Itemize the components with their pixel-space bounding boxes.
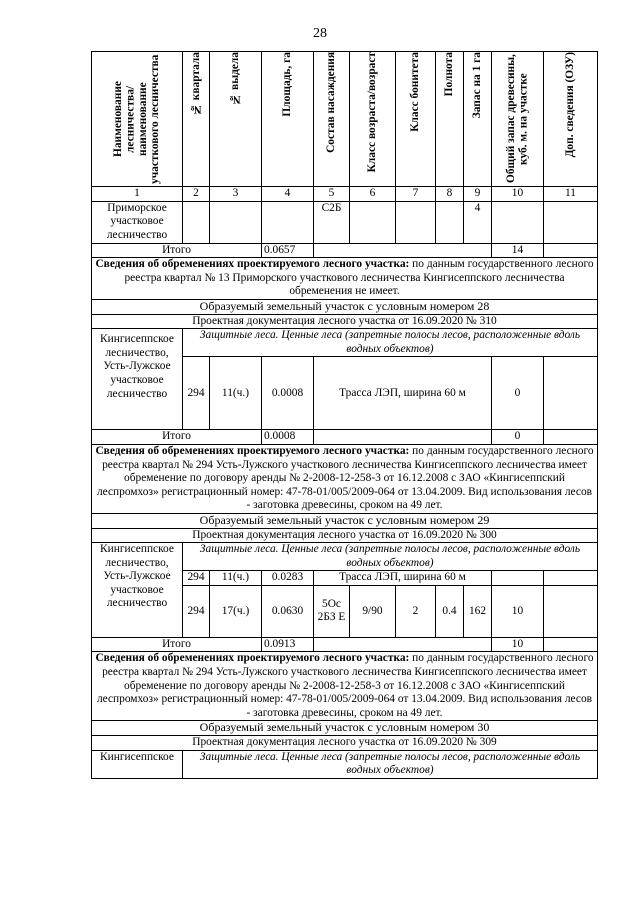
plot-29-project: Проектная документация лесного участка от 16.09.2020 № 300 bbox=[92, 528, 598, 543]
density-cell: 0.4 bbox=[436, 585, 464, 637]
stock-per-ha-cell: 162 bbox=[464, 585, 492, 637]
header-extra: Доп. сведения (ОЗУ) bbox=[544, 52, 598, 187]
total-stock-cell: 10 bbox=[492, 585, 544, 637]
plot-30-title: Образуемый земельный участок с условным номером 30 bbox=[92, 721, 598, 736]
plot-28-title: Образуемый земельный участок с условным номером 28 bbox=[92, 299, 598, 314]
total-row bbox=[92, 243, 598, 258]
area-cell: 0.0008 bbox=[262, 357, 314, 430]
project-row bbox=[92, 528, 598, 543]
col-num: 6 bbox=[350, 187, 396, 202]
bonitet-cell: 2 bbox=[396, 585, 436, 637]
total-row bbox=[92, 637, 598, 652]
total-stock: 0 bbox=[492, 430, 544, 445]
column-numbers-row bbox=[92, 187, 598, 202]
section-title-row bbox=[92, 721, 598, 736]
age-cell: 9/90 bbox=[350, 585, 396, 637]
header-name: Наименование лесничества/ наименование участкового лесничества bbox=[92, 52, 183, 187]
total-label: Итого bbox=[92, 430, 262, 445]
col-num: 5 bbox=[314, 187, 350, 202]
total-area: 0.0657 bbox=[262, 243, 314, 258]
quarter-cell: 294 bbox=[183, 585, 210, 637]
page-number: 28 bbox=[313, 26, 327, 41]
plot-29-title: Образуемый земельный участок с условным номером 29 bbox=[92, 513, 598, 528]
quarter-cell: 294 bbox=[183, 357, 210, 430]
header-density: Полнота bbox=[436, 52, 464, 187]
note-cell: Трасса ЛЭП, ширина 60 м bbox=[314, 357, 492, 430]
col-num: 2 bbox=[183, 187, 210, 202]
header-bonitet: Класс бонитета bbox=[396, 52, 436, 187]
col-num: 3 bbox=[210, 187, 262, 202]
section-title-row bbox=[92, 513, 598, 528]
header-section: № выдела bbox=[210, 52, 262, 187]
forest-plots-table bbox=[91, 51, 598, 779]
stock-per-ha-cell: 4 bbox=[464, 201, 492, 243]
project-row bbox=[92, 314, 598, 329]
encumbrance-text: Сведения об обременениях проектируемого лесного участка: по данным государственного лесного реестра квартал № 13 Приморского участкового лесничества Кингисеппского лесничества обременения не имеет. bbox=[92, 258, 598, 300]
forestry-name: Кингисеппское лесничество, Усть-Лужское участковое лесничество bbox=[92, 543, 183, 638]
header-composition: Состав насаждения bbox=[314, 52, 350, 187]
section-cell: 11(ч.) bbox=[210, 571, 262, 586]
forestry-name: Кингисеппское bbox=[92, 750, 183, 778]
total-area: 0.0008 bbox=[262, 430, 314, 445]
project-row bbox=[92, 736, 598, 751]
total-row bbox=[92, 430, 598, 445]
total-label: Итого bbox=[92, 637, 262, 652]
total-stock-cell: 0 bbox=[492, 357, 544, 430]
table-row bbox=[92, 329, 598, 357]
col-num: 8 bbox=[436, 187, 464, 202]
header-area: Площадь, га bbox=[262, 52, 314, 187]
table-row bbox=[92, 543, 598, 571]
total-label: Итого bbox=[92, 243, 262, 258]
encumbrance-row bbox=[92, 444, 598, 513]
col-num: 9 bbox=[464, 187, 492, 202]
plot-30-project: Проектная документация лесного участка от 16.09.2020 № 309 bbox=[92, 736, 598, 751]
total-stock: 10 bbox=[492, 637, 544, 652]
composition-cell: 5Ос 2БЗ Е bbox=[314, 585, 350, 637]
plot-28-project: Проектная документация лесного участка от 16.09.2020 № 310 bbox=[92, 314, 598, 329]
col-num: 10 bbox=[492, 187, 544, 202]
forest-category: Защитные леса. Ценные леса (запретные полосы лесов, расположенные вдоль водных объектов) bbox=[183, 329, 598, 357]
header-quarter: № квартала bbox=[183, 52, 210, 187]
total-stock: 14 bbox=[492, 243, 544, 258]
forest-category: Защитные леса. Ценные леса (запретные полосы лесов, расположенные вдоль водных объектов) bbox=[183, 543, 598, 571]
encumbrance-text: Сведения об обременениях проектируемого лесного участка: по данным государственного лесного реестра квартал № 294 Усть-Лужского участкового лесничества Кингисеппского лесничества имеет обременение по договору аренды № 2-2008-12-258-3 от 16.12.2008 с ЗАО «Кингисеппский леспромхоз» регистрационный номер: 47-78-01/005/2009-064 от 13.04.2009. Вид использования лесов - заготовка древесины, сроком на 49 лет. bbox=[92, 652, 598, 721]
forestry-name: Кингисеппское лесничество, Усть-Лужское участковое лесничество bbox=[92, 329, 183, 430]
quarter-cell: 294 bbox=[183, 571, 210, 586]
header-stock-per-ha: Запас на 1 га bbox=[464, 52, 492, 187]
table-row bbox=[92, 201, 598, 243]
col-num: 4 bbox=[262, 187, 314, 202]
section-cell: 11(ч.) bbox=[210, 357, 262, 430]
total-area: 0.0913 bbox=[262, 637, 314, 652]
area-cell: 0.0283 bbox=[262, 571, 314, 586]
forest-category: Защитные леса. Ценные леса (запретные полосы лесов, расположенные вдоль водных объектов) bbox=[183, 750, 598, 778]
header-row bbox=[92, 52, 598, 187]
header-age: Класс возраста/возраст bbox=[350, 52, 396, 187]
encumbrance-row bbox=[92, 258, 598, 300]
section-cell: 17(ч.) bbox=[210, 585, 262, 637]
col-num: 11 bbox=[544, 187, 598, 202]
table-row bbox=[92, 750, 598, 778]
col-num: 1 bbox=[92, 187, 183, 202]
encumbrance-row bbox=[92, 652, 598, 721]
note-cell: Трасса ЛЭП, ширина 60 м bbox=[314, 571, 492, 586]
encumbrance-text: Сведения об обременениях проектируемого лесного участка: по данным государственного лесного реестра квартал № 294 Усть-Лужского участкового лесничества Кингисеппского лесничества имеет обременение по договору аренды № 2-2008-12-258-3 от 16.12.2008 с ЗАО «Кингисеппский леспромхоз» регистрационный номер: 47-78-01/005/2009-064 от 13.04.2009. Вид использования лесов - заготовка древесины, сроком на 49 лет. bbox=[92, 444, 598, 513]
section-title-row bbox=[92, 299, 598, 314]
forestry-name: Приморское участковое лесничество bbox=[92, 201, 183, 243]
composition-cell: С2Б bbox=[314, 201, 350, 243]
area-cell: 0.0630 bbox=[262, 585, 314, 637]
col-num: 7 bbox=[396, 187, 436, 202]
header-total-stock: Общий запас древесины, куб. м. на участке bbox=[492, 52, 544, 187]
